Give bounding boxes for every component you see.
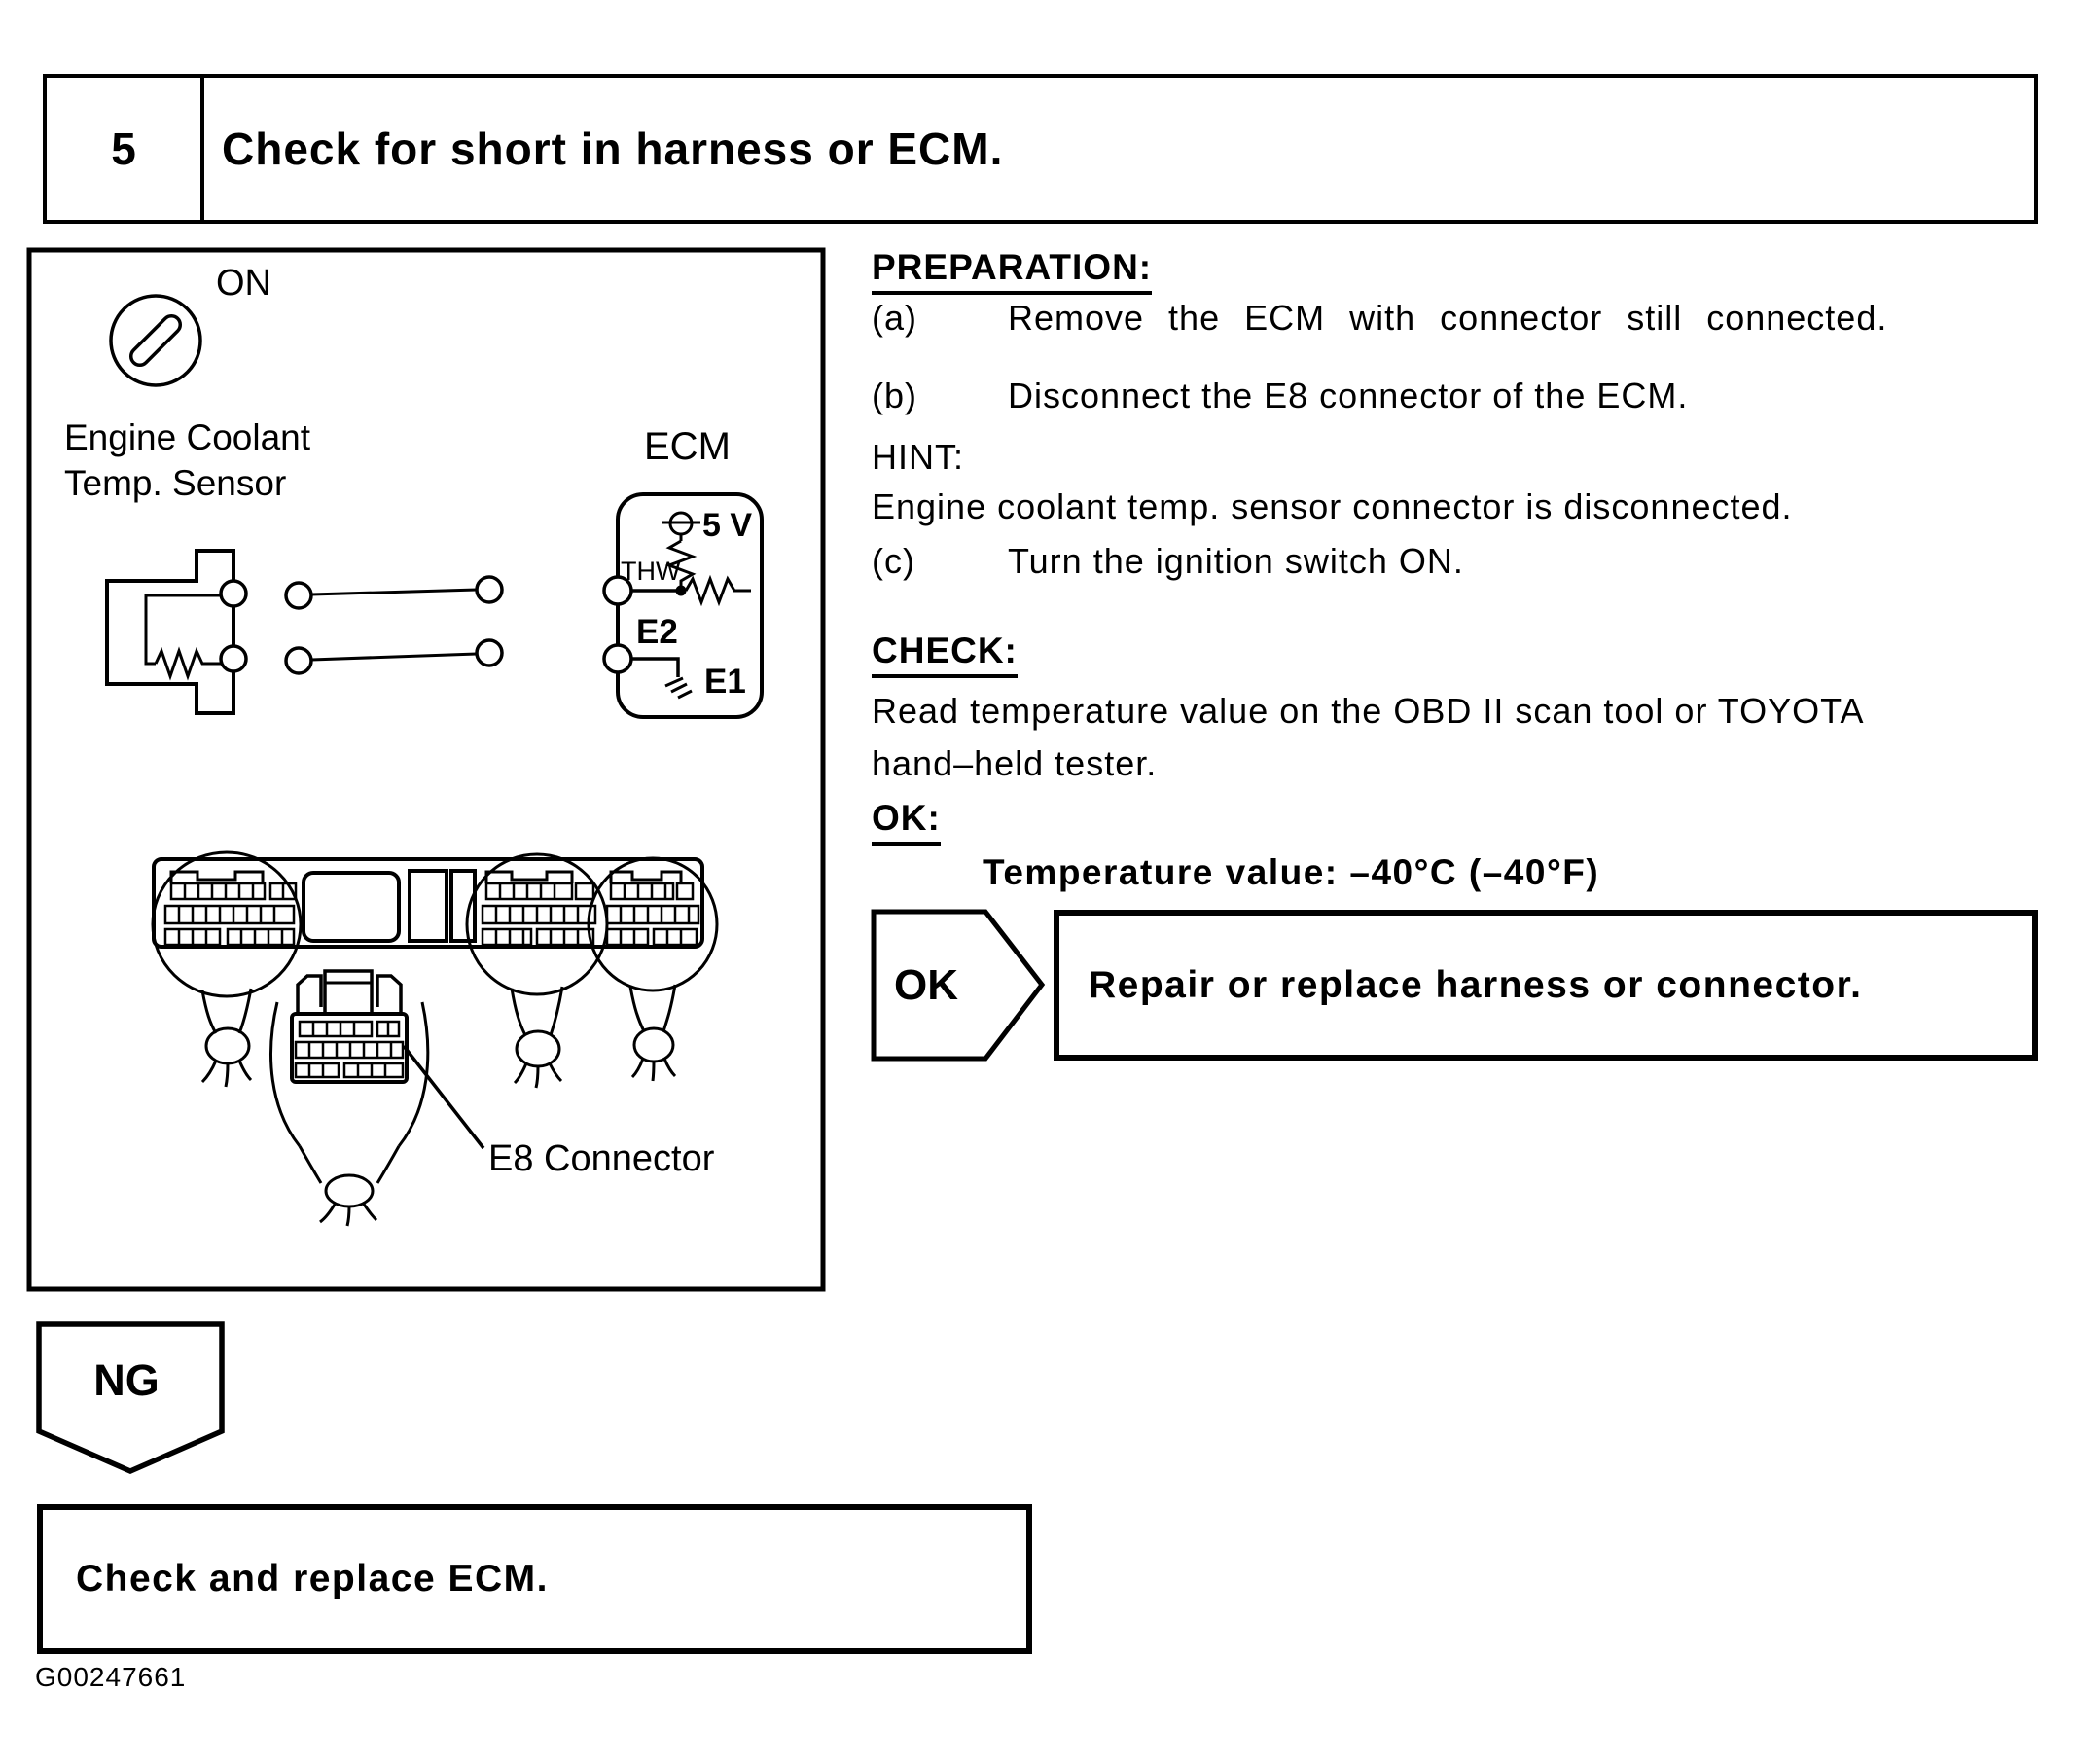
hint-text: Engine coolant temp. sensor connector is disconnected.	[872, 486, 1793, 526]
voltage-label: 5 V	[702, 507, 753, 544]
ng-action-box: Check and replace ECM.	[37, 1504, 1032, 1654]
ok-branch-shape	[874, 912, 1042, 1059]
e8-connector-label: E8 Connector	[488, 1138, 715, 1179]
ng-branch-label: NG	[93, 1355, 160, 1405]
sensor-label-line1: Engine Coolant	[64, 417, 311, 457]
prep-step-b: (b) Disconnect the E8 connector of the ECM.	[872, 376, 1689, 415]
check-heading: CHECK:	[872, 630, 1018, 678]
e8-leader-line	[404, 1046, 483, 1148]
ignition-on-label: ON	[216, 263, 271, 304]
step-number: 5	[47, 78, 204, 220]
ground-icon	[665, 678, 692, 698]
step-header	[43, 74, 2038, 224]
ignition-switch-icon	[111, 296, 200, 385]
sensor-label-line2: Temp. Sensor	[64, 463, 287, 503]
e1-terminal-label: E1	[704, 663, 746, 701]
coolant-temp-sensor-symbol	[107, 551, 246, 713]
check-text-line2: hand–held tester.	[872, 743, 1158, 783]
thw-terminal-label: THW	[621, 557, 681, 586]
ok-value: Temperature value: –40°C (–40°F)	[983, 852, 1600, 892]
ok-action-box: Repair or replace harness or connector.	[1054, 910, 2038, 1061]
harness-wires	[286, 577, 502, 673]
step-title: Check for short in harness or ECM.	[222, 124, 1004, 174]
check-text-line1: Read temperature value on the OBD II scan tool or TOYOTA	[872, 691, 1865, 731]
diagram-frame	[29, 250, 823, 1289]
prep-step-a: (a) Remove the ECM with connector still connected.	[872, 298, 1888, 338]
wire-balloons	[153, 852, 717, 1088]
preparation-heading: PREPARATION:	[872, 247, 1152, 295]
ok-heading: OK:	[872, 798, 941, 846]
hint-heading: HINT:	[872, 437, 964, 477]
e8-connector-drawing	[271, 971, 428, 1226]
e2-terminal-label: E2	[636, 613, 678, 651]
ok-branch-label: OK	[894, 961, 958, 1009]
prep-step-c: (c) Turn the ignition switch ON.	[872, 541, 1464, 581]
figure-id: G00247661	[35, 1662, 187, 1692]
ecm-label: ECM	[644, 425, 731, 468]
ng-branch-shape	[39, 1324, 222, 1471]
